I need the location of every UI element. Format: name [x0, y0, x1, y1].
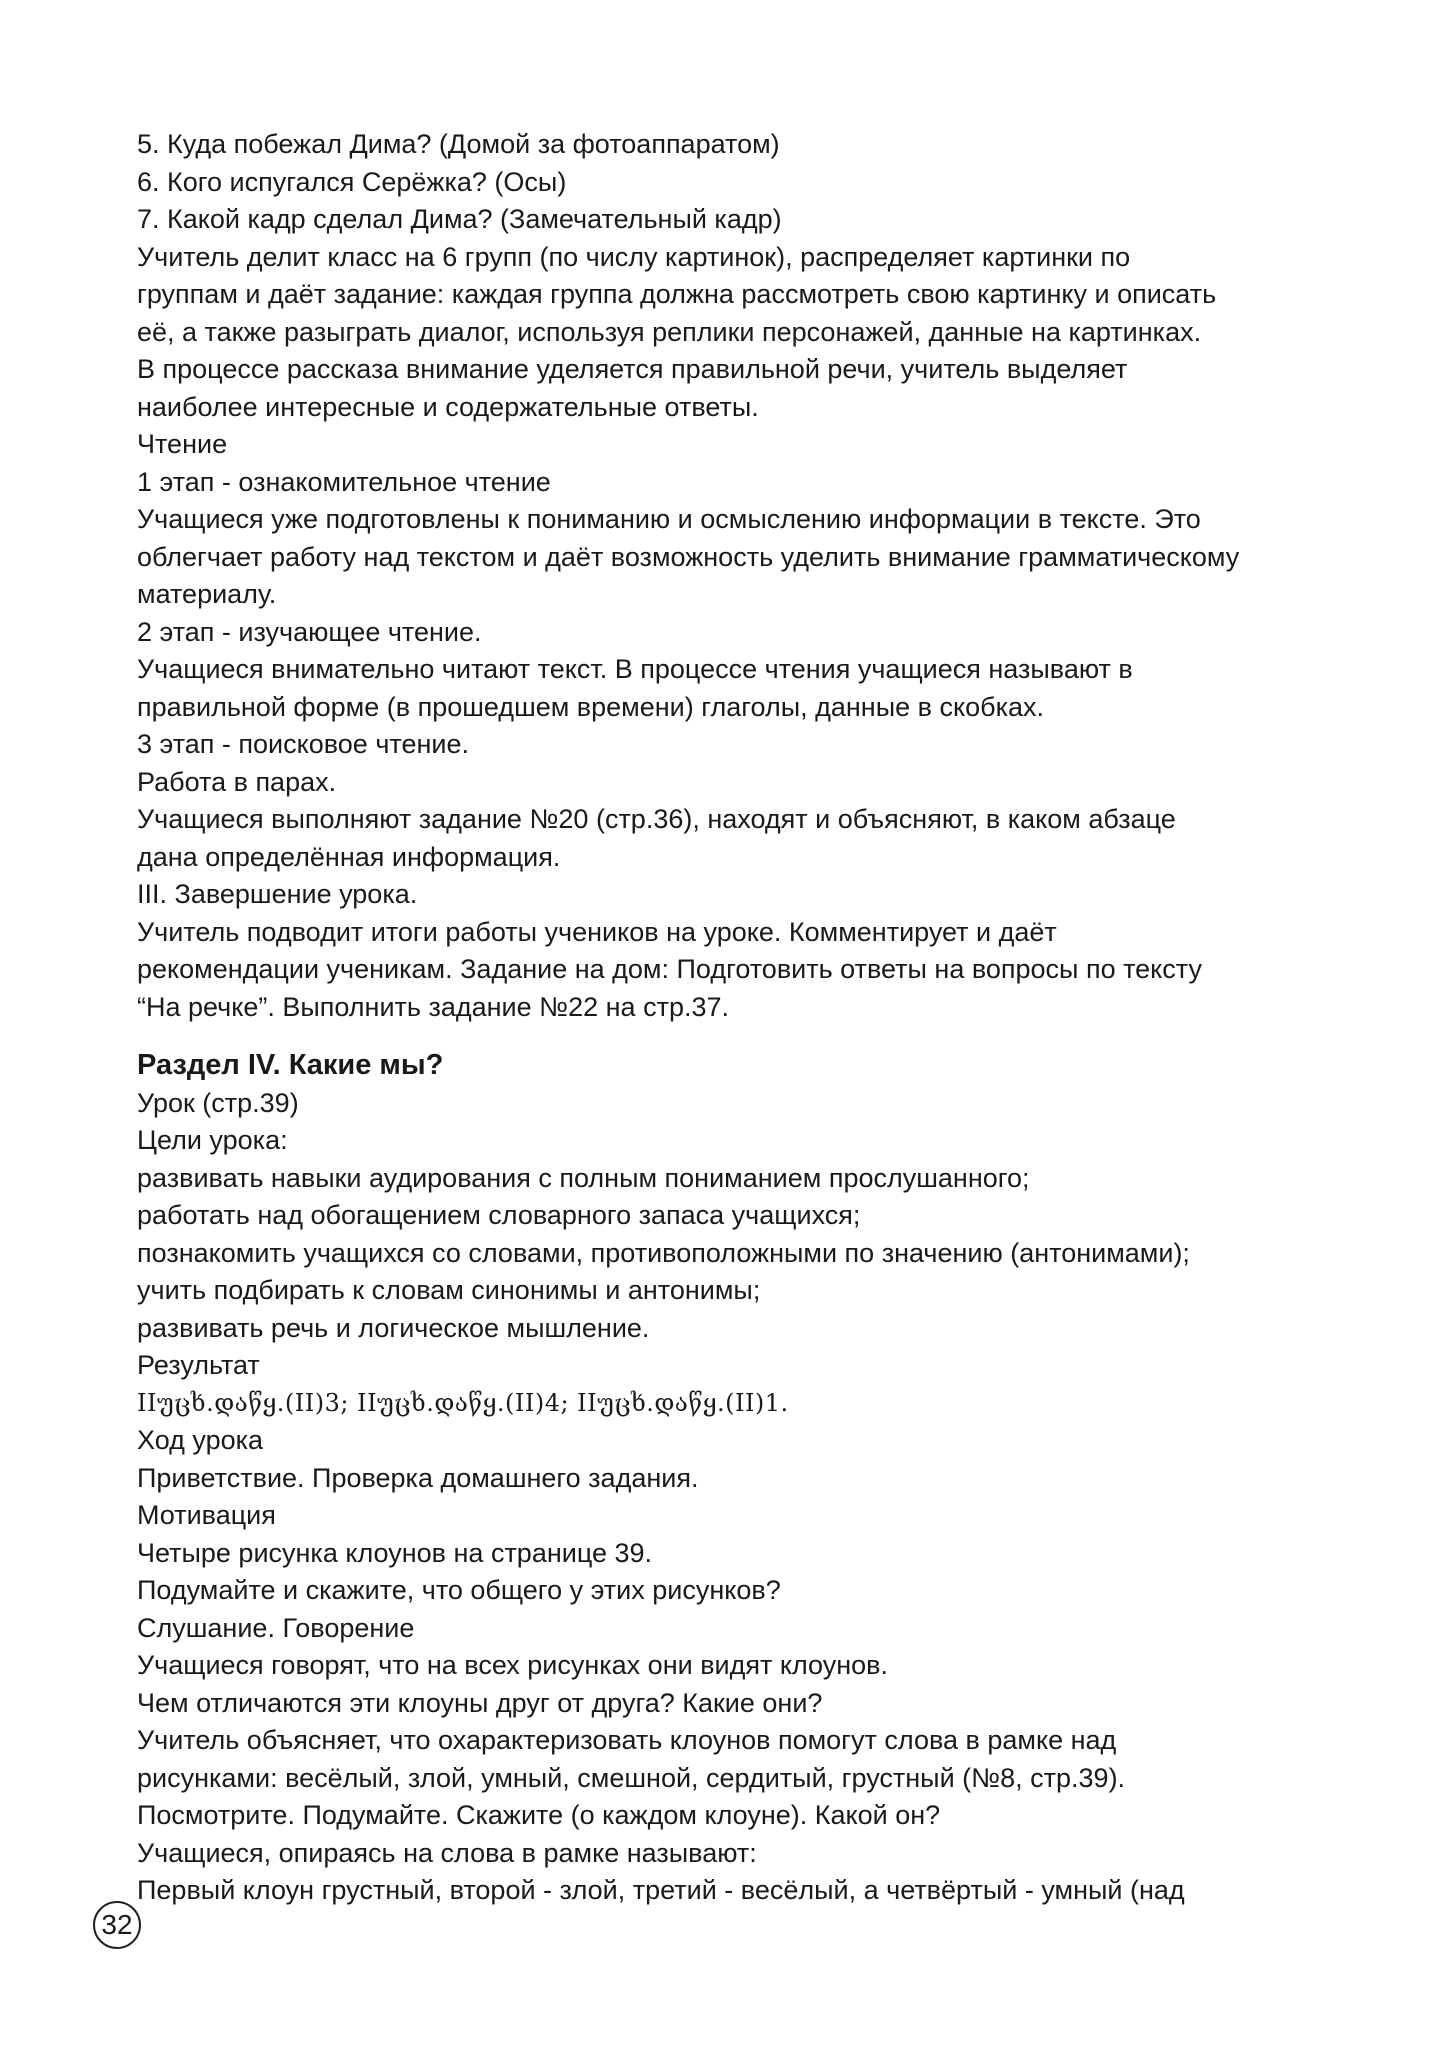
text-line: Учитель объясняет, что охарактеризовать клоунов помогут слова в рамке над [137, 1725, 1117, 1755]
text-line: 5. Куда побежал Дима? (Домой за фотоаппаратом) [137, 129, 780, 159]
text-line: Первый клоун грустный, второй - злой, третий - весёлый, а четвёртый - умный (над [137, 1875, 1185, 1905]
text-line: Учитель делит класс на 6 групп (по числу картинок), распределяет картинки по [137, 241, 1131, 272]
text-block-objectives [137, 1085, 1347, 1385]
text-line: Приветствие. Проверка домашнего задания. [137, 1462, 699, 1493]
page-body [137, 126, 1347, 1910]
text-line: 3 этап - поисковое чтение. [137, 729, 469, 759]
text-line: познакомить учащихся со словами, противоположными по значению (антонимами); [137, 1237, 1190, 1268]
text-line: 2 этап - изучающее чтение. [137, 616, 482, 647]
text-line: правильной форме (в прошедшем времени) глаголы, данные в скобках. [137, 691, 1044, 722]
text-line: Посмотрите. Подумайте. Скажите (о каждом клоуне). Какой он? [137, 1800, 941, 1830]
text-line: её, а также разыграть диалог, используя реплики персонажей, данные на картинках. [137, 316, 1202, 347]
text-line: развивать навыки аудирования с полным пониманием прослушанного; [137, 1162, 1030, 1193]
text-line: “На речке”. Выполнить задание №22 на стр.37. [137, 991, 729, 1022]
text-line: Работа в парах. [137, 766, 337, 797]
text-line: Результат [137, 1350, 260, 1380]
page-number: 32 [93, 1901, 141, 1949]
text-line: наиболее интересные и содержательные ответы. [137, 391, 759, 422]
text-block-lesson-flow [137, 1422, 1347, 1910]
text-line: материалу. [137, 579, 277, 609]
text-line: Учащиеся говорят, что на всех рисунках они видят клоунов. [137, 1650, 889, 1680]
text-line: 6. Кого испугался Серёжка? (Осы) [137, 166, 567, 197]
text-line: III. Завершение урока. [137, 879, 418, 909]
text-line: облегчает работу над текстом и даёт возможность уделить внимание грамматическому [137, 541, 1240, 572]
text-line: Слушание. Говорение [137, 1612, 415, 1643]
text-line: Урок (стр.39) [137, 1087, 299, 1118]
text-line: рисунками: весёлый, злой, умный, смешной, сердитый, грустный (№8, стр.39). [137, 1762, 1126, 1793]
text-line: Учащиеся внимательно читают текст. В процессе чтения учащиеся называют в [137, 654, 1133, 684]
text-line: Четыре рисунка клоунов на странице 39. [137, 1537, 653, 1568]
text-line: 7. Какой кадр сделал Дима? (Замечательный кадр) [137, 204, 782, 234]
text-line: Подумайте и скажите, что общего у этих рисунков? [137, 1575, 781, 1605]
section-heading: Раздел IV. Какие мы? [137, 1049, 444, 1081]
text-line: рекомендации ученикам. Задание на дом: Подготовить ответы на вопросы по тексту [137, 954, 1202, 984]
text-line: развивать речь и логическое мышление. [137, 1312, 650, 1343]
text-line: дана определённая информация. [137, 841, 561, 872]
text-line: 1 этап - ознакомительное чтение [137, 466, 551, 497]
text-line: Учащиеся, опираясь на слова в рамке называют: [137, 1837, 757, 1868]
text-line: группам и даёт задание: каждая группа должна рассмотреть свою картинку и описать [137, 279, 1217, 309]
text-line: учить подбирать к словам синонимы и антонимы; [137, 1275, 761, 1305]
result-codes: IIუცხ.დაწყ.(II)3; IIუცხ.დაწყ.(II)4; IIუცხ.დაწყ.(II)1. [137, 1388, 789, 1417]
text-line: Ход урока [137, 1425, 264, 1455]
text-block-top [137, 126, 1347, 1026]
text-line: Чем отличаются эти клоуны друг от друга? Какие они? [137, 1687, 823, 1718]
text-line: работать над обогащением словарного запаса учащихся; [137, 1200, 861, 1230]
text-line: Учащиеся выполняют задание №20 (стр.36), находят и объясняют, в каком абзаце [137, 804, 1176, 834]
text-line: Учащиеся уже подготовлены к пониманию и осмыслению информации в тексте. Это [137, 504, 1201, 534]
text-line: Мотивация [137, 1500, 276, 1530]
text-line: Учитель подводит итоги работы учеников на уроке. Комментирует и даёт [137, 916, 1057, 947]
text-line: Чтение [137, 429, 228, 459]
text-line: Цели урока: [137, 1125, 288, 1155]
text-line: В процессе рассказа внимание уделяется правильной речи, учитель выделяет [137, 354, 1128, 384]
